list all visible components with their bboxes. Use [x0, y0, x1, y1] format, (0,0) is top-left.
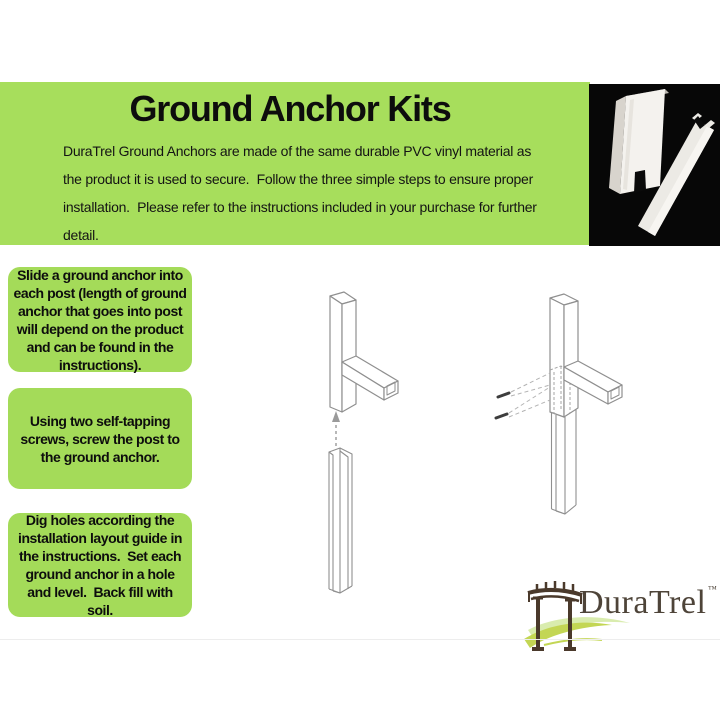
- duratrel-logo: [524, 578, 720, 658]
- header-description: DuraTrel Ground Anchors are made of the same durable PVC vinyl material as the product it is used to secure. Follow the three simple steps to ensure proper installation. Please refer to the instructions included in your purchase for further detail.: [63, 143, 541, 243]
- arbor-trellis-icon: [526, 578, 584, 656]
- logo-trademark: ™: [708, 584, 717, 594]
- step-2-instruction: Using two self-tapping screws, screw the post to the ground anchor.: [8, 388, 192, 489]
- bottom-divider: [0, 639, 720, 640]
- step-3-instruction: Dig holes according the installation layout guide in the instructions. Set each ground anchor in a hole and level. Back fill with soil.: [8, 513, 192, 617]
- step-1-instruction: Slide a ground anchor into each post (length of ground anchor that goes into post will depend on the product and can be found in the instructions).: [8, 267, 192, 372]
- diagram-step1-insert-anchor: [295, 283, 465, 608]
- page-title: Ground Anchor Kits: [129, 88, 451, 129]
- logo-wordmark: DuraTrel: [579, 584, 707, 621]
- insert-arrow: [332, 411, 340, 446]
- screw-icons: [496, 393, 509, 418]
- product-photo: [589, 84, 720, 246]
- pvc-channel-photo-art: [589, 84, 720, 246]
- diagram-step2-screw-anchor: [480, 285, 665, 520]
